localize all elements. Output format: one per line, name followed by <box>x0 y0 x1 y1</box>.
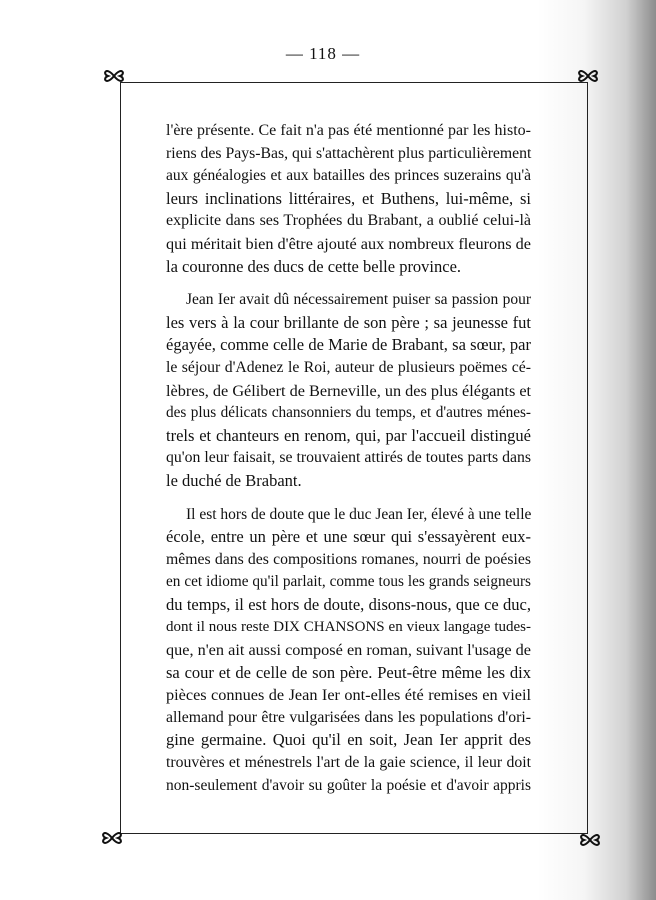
text-line: école, entre un père et une sœur qui s'essayèrent eux- <box>166 527 531 547</box>
text-line: en cet idiome qu'il parlait, comme tous les grands seigneurs <box>166 573 531 591</box>
text-line: qui méritait bien d'être ajouté aux nombreux fleurons de <box>166 234 531 253</box>
text-line: leurs inclinations littéraires, et Buthens, lui-même, si <box>166 188 531 208</box>
text-line: dont il nous reste DIX CHANSONS en vieux langage tudes- <box>166 619 531 636</box>
text-line: égayée, comme celle de Marie de Brabant, sa sœur, par <box>166 335 531 355</box>
text-line: sa cour et de celle de son père. Peut-être même les dix <box>166 662 531 682</box>
paragraph <box>166 120 531 278</box>
text-line: que, n'en ait aussi composé en roman, suivant l'usage de <box>166 641 531 660</box>
ornament-bottom-left-icon <box>98 824 126 852</box>
paragraph <box>166 289 531 492</box>
text-line: les vers à la cour brillante de son père ; sa jeunesse fut <box>166 312 531 332</box>
text-line: Il est hors de doute que le duc Jean Ier, élevé à une telle <box>186 505 532 523</box>
text-line: gine germaine. Quoi qu'il en soit, Jean Ier apprit des <box>166 730 531 750</box>
ornament-bottom-right-icon <box>576 826 604 854</box>
text-line: non-seulement d'avoir su goûter la poésie et d'avoir appris <box>166 776 531 794</box>
text-line: riens des Pays-Bas, qui s'attachèrent plus particulièrement <box>166 144 532 162</box>
text-line: des plus délicats chansonniers du temps, et d'autres ménes- <box>166 404 531 422</box>
body-text <box>166 120 531 797</box>
text-line: du temps, il est hors de doute, disons-nous, que ce duc, <box>166 594 531 614</box>
text-line: lèbres, de Gélibert de Berneville, un des plus élégants et <box>166 381 532 400</box>
text-line: mêmes dans des compositions romanes, nourri de poésies <box>166 550 531 568</box>
ornament-top-left-icon <box>100 62 128 90</box>
ornament-top-right-icon <box>574 62 602 90</box>
text-line: trouvères et ménestrels l'art de la gaie science, il leur doit <box>166 754 531 772</box>
text-line: trels et chanteurs en renom, qui, par l'accueil distingué <box>166 425 531 445</box>
text-line: le séjour d'Adenez le Roi, auteur de plusieurs poëmes cé- <box>166 358 531 376</box>
text-line: l'ère présente. Ce fait n'a pas été mentionné par les histo- <box>166 122 531 139</box>
paragraph <box>166 504 531 798</box>
page-number: — 118 — <box>285 44 361 63</box>
text-line: aux généalogies et aux batailles des princes suzerains qu'à <box>166 167 531 185</box>
text-line: Jean Ier avait dû nécessairement puiser sa passion pour <box>186 291 531 309</box>
text-line: qu'on leur faisait, se trouvaient attirés de toutes parts dans <box>166 449 531 467</box>
text-line: la couronne des ducs de cette belle province. <box>166 256 462 276</box>
text-line: pièces connues de Jean Ier ont-elles été remises en vieil <box>166 686 531 705</box>
text-line: explicite dans ses Trophées du Brabant, a oublié celui-là <box>166 212 531 230</box>
text-line: le duché de Brabant. <box>166 470 302 490</box>
text-line: allemand pour être vulgarisées dans les populations d'ori- <box>166 708 531 726</box>
